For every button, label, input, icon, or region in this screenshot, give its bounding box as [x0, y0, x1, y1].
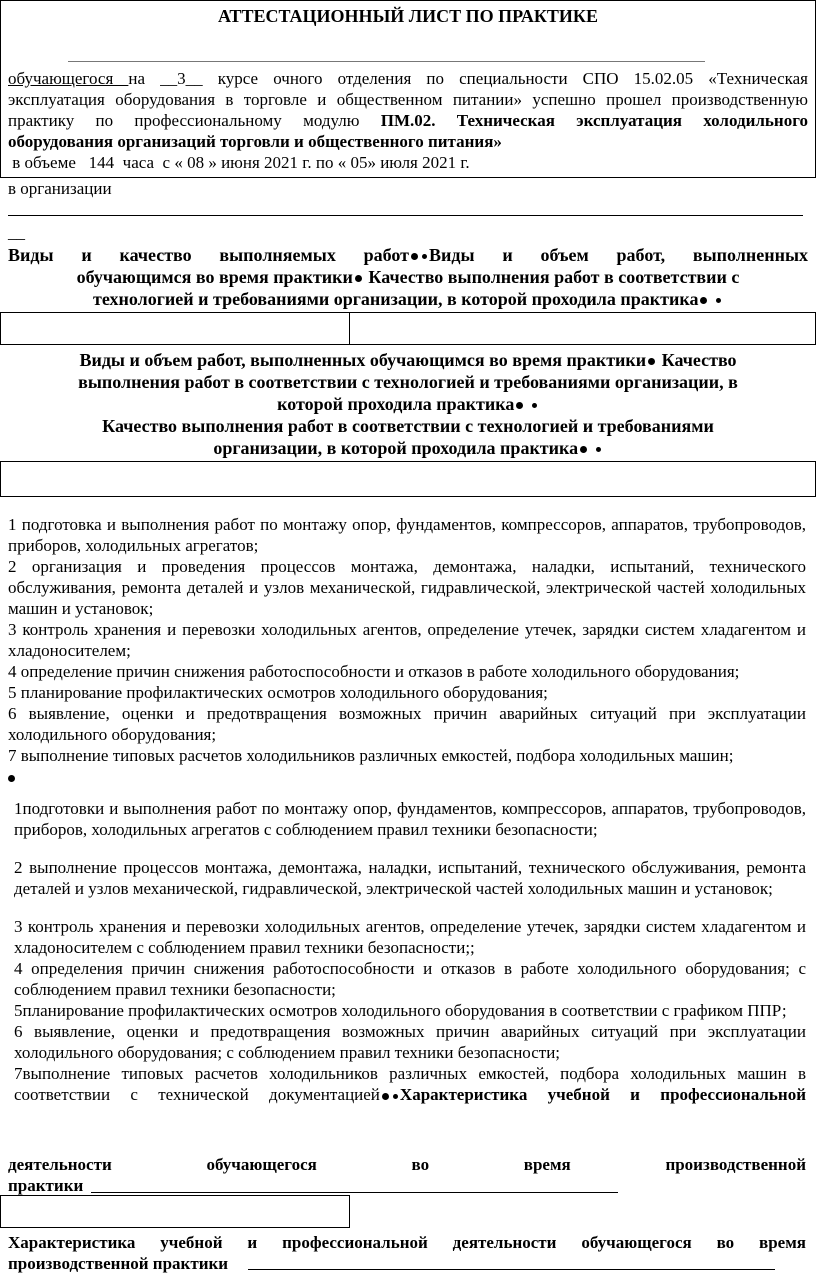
- bullet-icon: [516, 402, 523, 409]
- intro-line-4: оборудования организаций торговли и общественного питания»: [8, 132, 502, 151]
- intro-block: [8, 68, 808, 173]
- characteristic-line-2: деятельности обучающегося во время производственной: [8, 1155, 806, 1174]
- characteristic-block: [8, 1154, 806, 1196]
- works-heading-2b: Качество выполнения работ в соответствии с: [363, 267, 740, 287]
- list-item: 7 выполнение типовых расчетов холодильников различных емкостей, подбора холодильных машин;: [8, 746, 734, 765]
- characteristic-final-line-1: Характеристика учебной и профессиональной деятельности обучающегося во время: [8, 1233, 806, 1252]
- works-heading2-5: организации, в которой проходила практика: [213, 438, 579, 458]
- org-underscore: __: [8, 223, 25, 242]
- bullet-icon: [700, 297, 707, 304]
- list-item: 6 выявление, оценки и предотвращения возможных причин аварийных ситуаций при эксплуатации холодильного оборудования; с соблюдением правил техники безопасности;: [14, 1022, 806, 1062]
- org-label: в организации: [8, 179, 112, 198]
- works-heading2-4: Качество выполнения работ в соответствии с технологией и требованиями: [102, 416, 714, 436]
- works-table-cell-left: [0, 312, 350, 345]
- characteristic-line-3: практики: [8, 1176, 84, 1195]
- title-underline: [68, 61, 705, 62]
- bullet-icon: [716, 298, 721, 303]
- list-item: 2 организация и проведения процессов монтажа, демонтажа, наладки, испытаний, технического обслуживания, ремонта деталей и узлов механической, гидравлической, электрической частей холодильных машин и установок;: [8, 557, 806, 618]
- list-item: 7выполнение типовых расчетов холодильников различных емкостей, подбора холодильных машин в соответствии с технической документацией: [14, 1064, 806, 1104]
- intro-module: ПМ.02. Техническая эксплуатация холодильного: [380, 111, 808, 130]
- list-item: 2 выполнение процессов монтажа, демонтажа, наладки, испытаний, технического обслуживания, ремонта деталей и узлов механической, гидравлической, электрической частей холодильных машин и установок;: [14, 858, 806, 898]
- intro-student-label: обучающегося: [8, 69, 129, 88]
- bullet-icon: [382, 1093, 389, 1100]
- list-item: 4 определение причин снижения работоспособности и отказов в работе холодильного оборудования;: [8, 662, 740, 681]
- final-underline: [248, 1269, 775, 1270]
- intro-line-2: эксплуатация оборудования в торговле и общественном питании» успешно прошел производственную: [8, 90, 808, 109]
- list-item: 5планирование профилактических осмотров холодильного оборудования в соответствии с графиком ППР;: [14, 1001, 787, 1020]
- bullet-icon: [411, 253, 418, 260]
- works-table-cell-right: [349, 312, 816, 345]
- characteristic-box: [0, 1195, 350, 1228]
- works-heading-1a: Виды и качество выполняемых работ: [8, 245, 409, 265]
- works-heading: [8, 244, 808, 310]
- characteristic-final: [8, 1232, 806, 1274]
- org-line: [8, 215, 803, 216]
- bullet-icon: [8, 775, 15, 782]
- list-item: 3 контроль хранения и перевозки холодильных агентов, определение утечек, зарядки систем хладагентом и хладоносителем;: [8, 620, 806, 660]
- works-heading-2: [0, 349, 816, 459]
- bullet-icon: [532, 403, 537, 408]
- list-item: 5 планирование профилактических осмотров холодильного оборудования;: [8, 683, 548, 702]
- list-item: 6 выявление, оценки и предотвращения возможных причин аварийных ситуаций при эксплуатации холодильного оборудования;: [8, 704, 806, 744]
- characteristic-inline: Характеристика учебной и профессиональной: [399, 1085, 806, 1104]
- works-table-row: [0, 461, 816, 497]
- bullet-icon: [422, 254, 427, 259]
- works-heading-3: технологией и требованиями организации, в которой проходила практика: [93, 289, 699, 309]
- list-item: 4 определения причин снижения работоспособности и отказов в работе холодильного оборудования; с соблюдением правил техники безопасности;: [14, 959, 806, 999]
- works-heading-1b: Виды и объем работ, выполненных: [429, 245, 809, 265]
- bullet-icon: [393, 1094, 398, 1099]
- works-heading2-3: которой проходила практика: [277, 394, 515, 414]
- page-title: АТТЕСТАЦИОННЫЙ ЛИСТ ПО ПРАКТИКЕ: [218, 6, 598, 26]
- list-item: 3 контроль хранения и перевозки холодильных агентов, определение утечек, зарядки систем хладагентом и хладоносителем с соблюдением правил техники безопасности;;: [14, 917, 806, 957]
- list-2: [14, 798, 806, 1105]
- characteristic-final-line-2: производственной практики: [8, 1254, 229, 1273]
- list-1: [8, 514, 806, 787]
- list-item: 1подготовки и выполнения работ по монтажу опор, фундаментов, компрессоров, аппаратов, трубопроводов, приборов, холодильных агрегатов с соблюдением правил техники безопасности;: [14, 799, 806, 839]
- intro-line-5: в объеме 144 часа с « 08 » июня 2021 г. по « 05» июля 2021 г.: [8, 153, 470, 172]
- list-item: 1 подготовка и выполнения работ по монтажу опор, фундаментов, компрессоров, аппаратов, трубопроводов, приборов, холодильных агрегатов;: [8, 515, 806, 555]
- works-heading2-1b: Качество: [657, 350, 737, 370]
- intro-line-3: практику по профессиональному модулю: [8, 111, 381, 130]
- bullet-icon: [580, 446, 587, 453]
- works-heading2-1a: Виды и объем работ, выполненных обучающимся во время практики: [79, 350, 647, 370]
- bullet-icon: [596, 447, 601, 452]
- bullet-icon: [355, 275, 362, 282]
- intro-line-1: на __3__ курсе очного отделения по специальности СПО 15.02.05 «Техническая: [128, 69, 808, 88]
- bullet-icon: [648, 358, 655, 365]
- practice-underline: [91, 1192, 618, 1193]
- works-heading-2a: обучающимся во время практики: [76, 267, 353, 287]
- works-heading2-2: выполнения работ в соответствии с технологией и требованиями организации, в: [78, 372, 738, 392]
